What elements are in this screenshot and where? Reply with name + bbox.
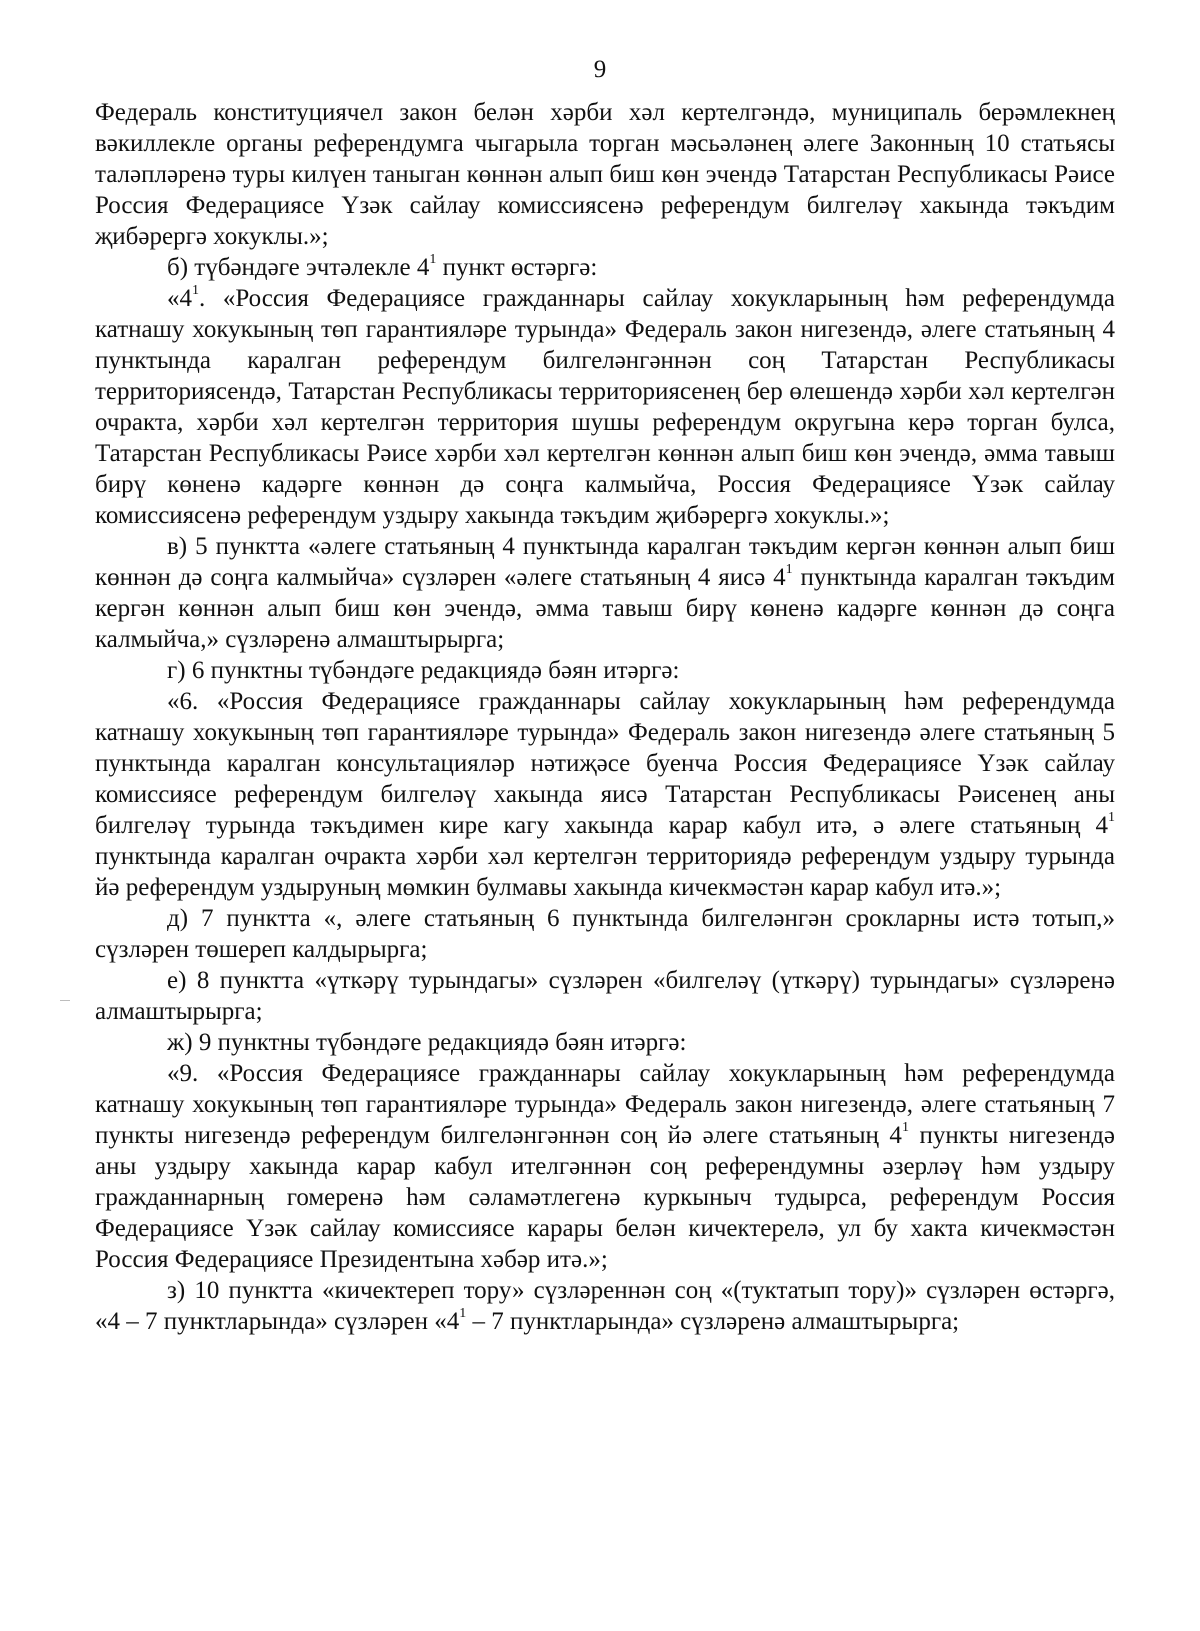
paragraph-item-d: д) 7 пунктта «, әлеге статьяның 6 пунктында билгеләнгән срокларны истә тотып,» сүзләрен төшереп калдырырга; (95, 905, 1115, 963)
page-number: 9 (593, 56, 607, 83)
paragraph-item-z (95, 1275, 1115, 1337)
paragraph-text: в) 5 пунктта «әлеге статьяның 4 пунктында каралган тәкъдим кергән көннән алып биш көннән дә соңга калмыйча» сүзләрен «әлеге статьяның 4 яисә 4 (95, 533, 1115, 591)
paragraph-text: . «Россия Федерациясе гражданнары сайлау хокукларының һәм референдумда катнашу хокукының төп гарантияләре турында» Федераль закон нигезендә, әлеге статьяның 4 пунктында каралган референдум билгеләнгәннән соң Татарстан Республикасы территориясендә, Татарстан Республикасы территориясенең бер өлешендә хәрби хәл кертелгән очракта, хәрби хәл кертелгән территория шушы референдум округына керә торган булса, Татарстан Республикасы Рәисе хәрби хәл кертелгән көннән алып биш көн эчендә, әмма тавыш бирү көненә кадәрге көннән дә соңга калмыйча, Россия Федерациясе Үзәк сайлау комиссиясенә референдум уздыру хакында тәкъдим җибәрергә хокуклы.»; (95, 285, 1115, 529)
paragraph-text: «4 (167, 285, 192, 312)
paragraph-text: пункт өстәргә: (436, 254, 598, 281)
paragraph-text: пункты нигезендә аны уздыру хакында карар кабул ителгәннән соң референдумны әзерләү һәм уздыру гражданнарның гомеренә һәм сәламәтлегенә куркыныч тудырса, референдум Россия Федерациясе Үзәк сайлау комиссиясе карары белән кичектерелә, ул бу хакта кичекмәстән Россия Федерациясе Президентына хәбәр итә.»; (95, 1122, 1116, 1273)
document-body (95, 97, 1115, 1337)
superscript-one: 1 (901, 1120, 909, 1135)
paragraph-point-6 (95, 686, 1115, 903)
superscript-one: 1 (785, 562, 793, 577)
paragraph-text: «9. «Россия Федерациясе гражданнары сайлау хокукларының һәм референдумда катнашу хокукының төп гарантияләре турында» Федераль закон нигезендә, әлеге статьяның 7 пункты нигезендә референдум билгеләнгәннән соң йә әлеге статьяның 4 (95, 1060, 1115, 1149)
paragraph-item-g: г) 6 пунктны түбәндәге редакциядә бәян итәргә: (167, 657, 680, 684)
paragraph-point-4-1 (95, 283, 1115, 531)
paragraph-text: пунктында каралган очракта хәрби хәл кертелгән территориядә референдум уздыру турында йә референдум уздыруның мөмкин булмавы хакында кичекмәстән карар кабул итә.»; (95, 843, 1115, 901)
margin-mark (60, 1000, 70, 1001)
paragraph-text: пунктында каралган тәкъдим кергән көннән алып биш көн эчендә, әмма тавыш бирү көненә кадәрге көннән дә соңга калмыйча,» сүзләренә алмаштырырга; (95, 564, 1115, 653)
paragraph-item-e: е) 8 пунктта «үткәрү турындагы» сүзләрен «билгеләү (үткәрү) турындагы» сүзләренә алмаштырырга; (95, 967, 1115, 1025)
superscript-one: 1 (1108, 810, 1115, 825)
paragraph-text: «6. «Россия Федерациясе гражданнары сайлау хокукларының һәм референдумда катнашу хокукының төп гарантияләре турында» Федераль закон нигезендә әлеге статьяның 5 пунктында каралган консультацияләр нәтиҗәсе буенча Россия Федерациясе Үзәк сайлау комиссиясе референдум билгеләү хакында яисә Татарстан Республикасы Рәисенең аны билгеләү турында тәкъдимен кире кагу хакында карар кабул итә, ә әлеге статьяның 4 (95, 688, 1115, 839)
paragraph-item-zh: ж) 9 пунктны түбәндәге редакциядә бәян итәргә: (167, 1029, 687, 1056)
superscript-one: 1 (459, 1306, 467, 1321)
paragraph-text: з) 10 пунктта «кичектереп тору» сүзләреннән соң «(туктатып тору)» сүзләрен өстәргә, «4 – 7 пунктларында» сүзләрен «4 (95, 1277, 1115, 1335)
superscript-one: 1 (192, 283, 199, 298)
paragraph-item-b (95, 252, 1115, 283)
paragraph-text: б) түбәндәге эчтәлекле 4 (167, 254, 430, 281)
paragraph-item-v (95, 531, 1115, 655)
paragraph-text: – 7 пунктларында» сүзләренә алмаштырырга; (466, 1308, 960, 1335)
superscript-one: 1 (429, 252, 437, 267)
paragraph-continuation: Федераль конституциячел закон белән хәрби хәл кертелгәндә, муниципаль берәмлекнең вәкиллекле органы референдумга чыгарыла торган мәсьәләнең әлеге Законның 10 статьясы таләпләренә туры килүен таныган көннән алып биш көн эчендә Татарстан Республикасы Рәисе Россия Федерациясе Үзәк сайлау комиссиясенә референдум билгеләү хакында тәкъдим җибәрергә хокуклы.»; (95, 99, 1115, 250)
paragraph-point-9 (95, 1058, 1115, 1275)
